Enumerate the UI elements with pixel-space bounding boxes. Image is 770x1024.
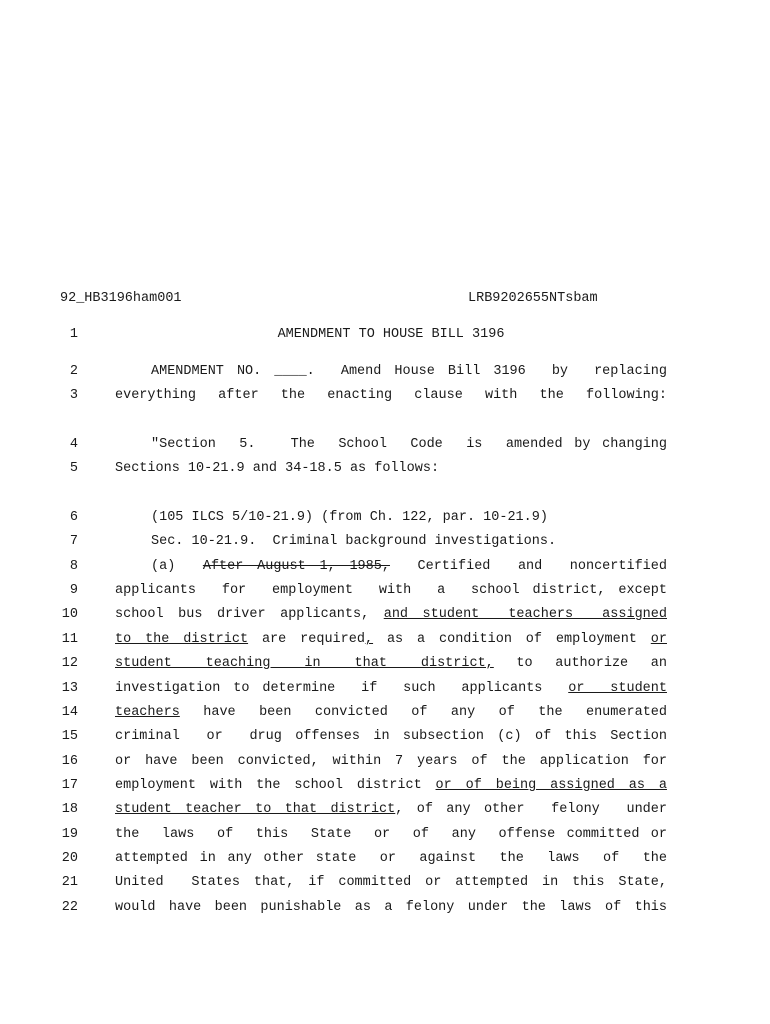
line-text [115, 656, 667, 671]
line-text [115, 583, 667, 598]
line-number: 14 [61, 705, 78, 720]
text-line [0, 388, 770, 406]
line-text [115, 534, 667, 549]
text-line [0, 875, 770, 893]
text-segment: investigation to determine if such applicants [115, 681, 569, 696]
line-text [115, 388, 667, 403]
text-segment: Sections 10-21.9 and 34-18.5 as follows: [115, 461, 440, 476]
line-number: 20 [61, 851, 78, 866]
text-segment: or have been convicted, within 7 years of the application for [115, 754, 667, 769]
text-line [0, 729, 770, 747]
lrb-number: LRB9202655NTsbam [468, 291, 598, 306]
line-number: 7 [69, 534, 78, 549]
line-number: 6 [69, 510, 78, 525]
line-number: 17 [61, 778, 78, 793]
text-segment: (105 ILCS 5/10-21.9) (from Ch. 122, par. 10-21.9) [151, 510, 548, 525]
text-line [0, 851, 770, 869]
line-number: 12 [61, 656, 78, 671]
line-text [115, 802, 667, 817]
text-segment: AMENDMENT TO HOUSE BILL 3196 [277, 327, 505, 342]
text-line [0, 534, 770, 552]
text-segment: Sec. 10-21.9. Criminal background investigations. [151, 534, 557, 549]
text-line [0, 705, 770, 723]
line-number: 13 [61, 681, 78, 696]
line-text [115, 607, 667, 622]
text-segment: employment with the school district [115, 778, 436, 793]
line-text [115, 681, 667, 696]
text-segment: AMENDMENT NO. ____. Amend House Bill 3196 by replacing [151, 364, 667, 379]
line-number: 1 [69, 327, 78, 342]
line-number: 11 [61, 632, 78, 647]
line-number: 2 [69, 364, 78, 379]
line-text [115, 559, 667, 574]
line-text [115, 754, 667, 769]
inserted-text: and student teachers assigned [383, 607, 667, 622]
text-segment: attempted in any other state or against the laws of the [115, 851, 667, 866]
text-segment: criminal or drug offenses in subsection (c) of this Section [115, 729, 667, 744]
text-line [0, 583, 770, 601]
text-segment: "Section 5. The School Code is amended by changing [151, 437, 667, 452]
text-line [0, 559, 770, 577]
text-line [0, 510, 770, 528]
text-line [0, 461, 770, 479]
text-segment: have been convicted of any of the enumerated [179, 705, 667, 720]
line-text [115, 729, 667, 744]
line-number: 5 [69, 461, 78, 476]
line-text [115, 327, 667, 342]
inserted-text: teachers [115, 705, 180, 720]
inserted-text: student teaching in that district, [115, 656, 494, 671]
line-text [115, 778, 667, 793]
inserted-text: or student [568, 681, 667, 696]
text-line [0, 607, 770, 625]
line-number: 9 [69, 583, 78, 598]
line-text [115, 827, 667, 842]
text-segment: applicants for employment with a school district, except [115, 583, 667, 598]
text-segment: as a condition of employment [373, 632, 651, 647]
text-segment: are required [248, 632, 365, 647]
line-text [115, 437, 667, 452]
line-text [115, 900, 667, 915]
line-number: 18 [61, 802, 78, 817]
text-segment: everything after the enacting clause with the following: [115, 388, 667, 403]
line-number: 10 [61, 607, 78, 622]
deleted-text: After August 1, 1985, [202, 559, 390, 574]
text-segment: United States that, if committed or attempted in this State, [115, 875, 667, 890]
text-segment: (a) [151, 559, 203, 574]
line-number: 4 [69, 437, 78, 452]
line-text [115, 461, 667, 476]
text-segment: , of any other felony under [395, 802, 667, 817]
line-number: 19 [61, 827, 78, 842]
line-text [115, 364, 667, 379]
line-number: 8 [69, 559, 78, 574]
inserted-text: to the district [115, 632, 249, 647]
line-text [115, 851, 667, 866]
inserted-text: or [650, 632, 667, 647]
text-line [0, 900, 770, 918]
line-number: 15 [61, 729, 78, 744]
line-number: 22 [61, 900, 78, 915]
inserted-text: student teacher to that district [115, 802, 396, 817]
text-line [0, 802, 770, 820]
text-line [0, 827, 770, 845]
text-line [0, 681, 770, 699]
text-segment: the laws of this State or of any offense committed or [115, 827, 667, 842]
text-line [0, 437, 770, 455]
text-segment: would have been punishable as a felony under the laws of this [115, 900, 667, 915]
text-segment: to authorize an [493, 656, 667, 671]
document-id: 92_HB3196ham001 [60, 291, 182, 306]
line-number: 16 [61, 754, 78, 769]
line-number: 3 [69, 388, 78, 403]
inserted-text: or of being assigned as a [435, 778, 667, 793]
text-line [0, 754, 770, 772]
line-text [115, 632, 667, 647]
line-text [115, 510, 667, 525]
text-line [0, 632, 770, 650]
line-text [115, 705, 667, 720]
line-text [115, 875, 667, 890]
text-line [0, 778, 770, 796]
text-segment: Certified and noncertified [389, 559, 667, 574]
text-line [0, 364, 770, 382]
text-line [0, 327, 770, 345]
text-segment: school bus driver applicants, [115, 607, 384, 622]
inserted-text: , [364, 632, 374, 647]
text-line [0, 656, 770, 674]
line-number: 21 [61, 875, 78, 890]
